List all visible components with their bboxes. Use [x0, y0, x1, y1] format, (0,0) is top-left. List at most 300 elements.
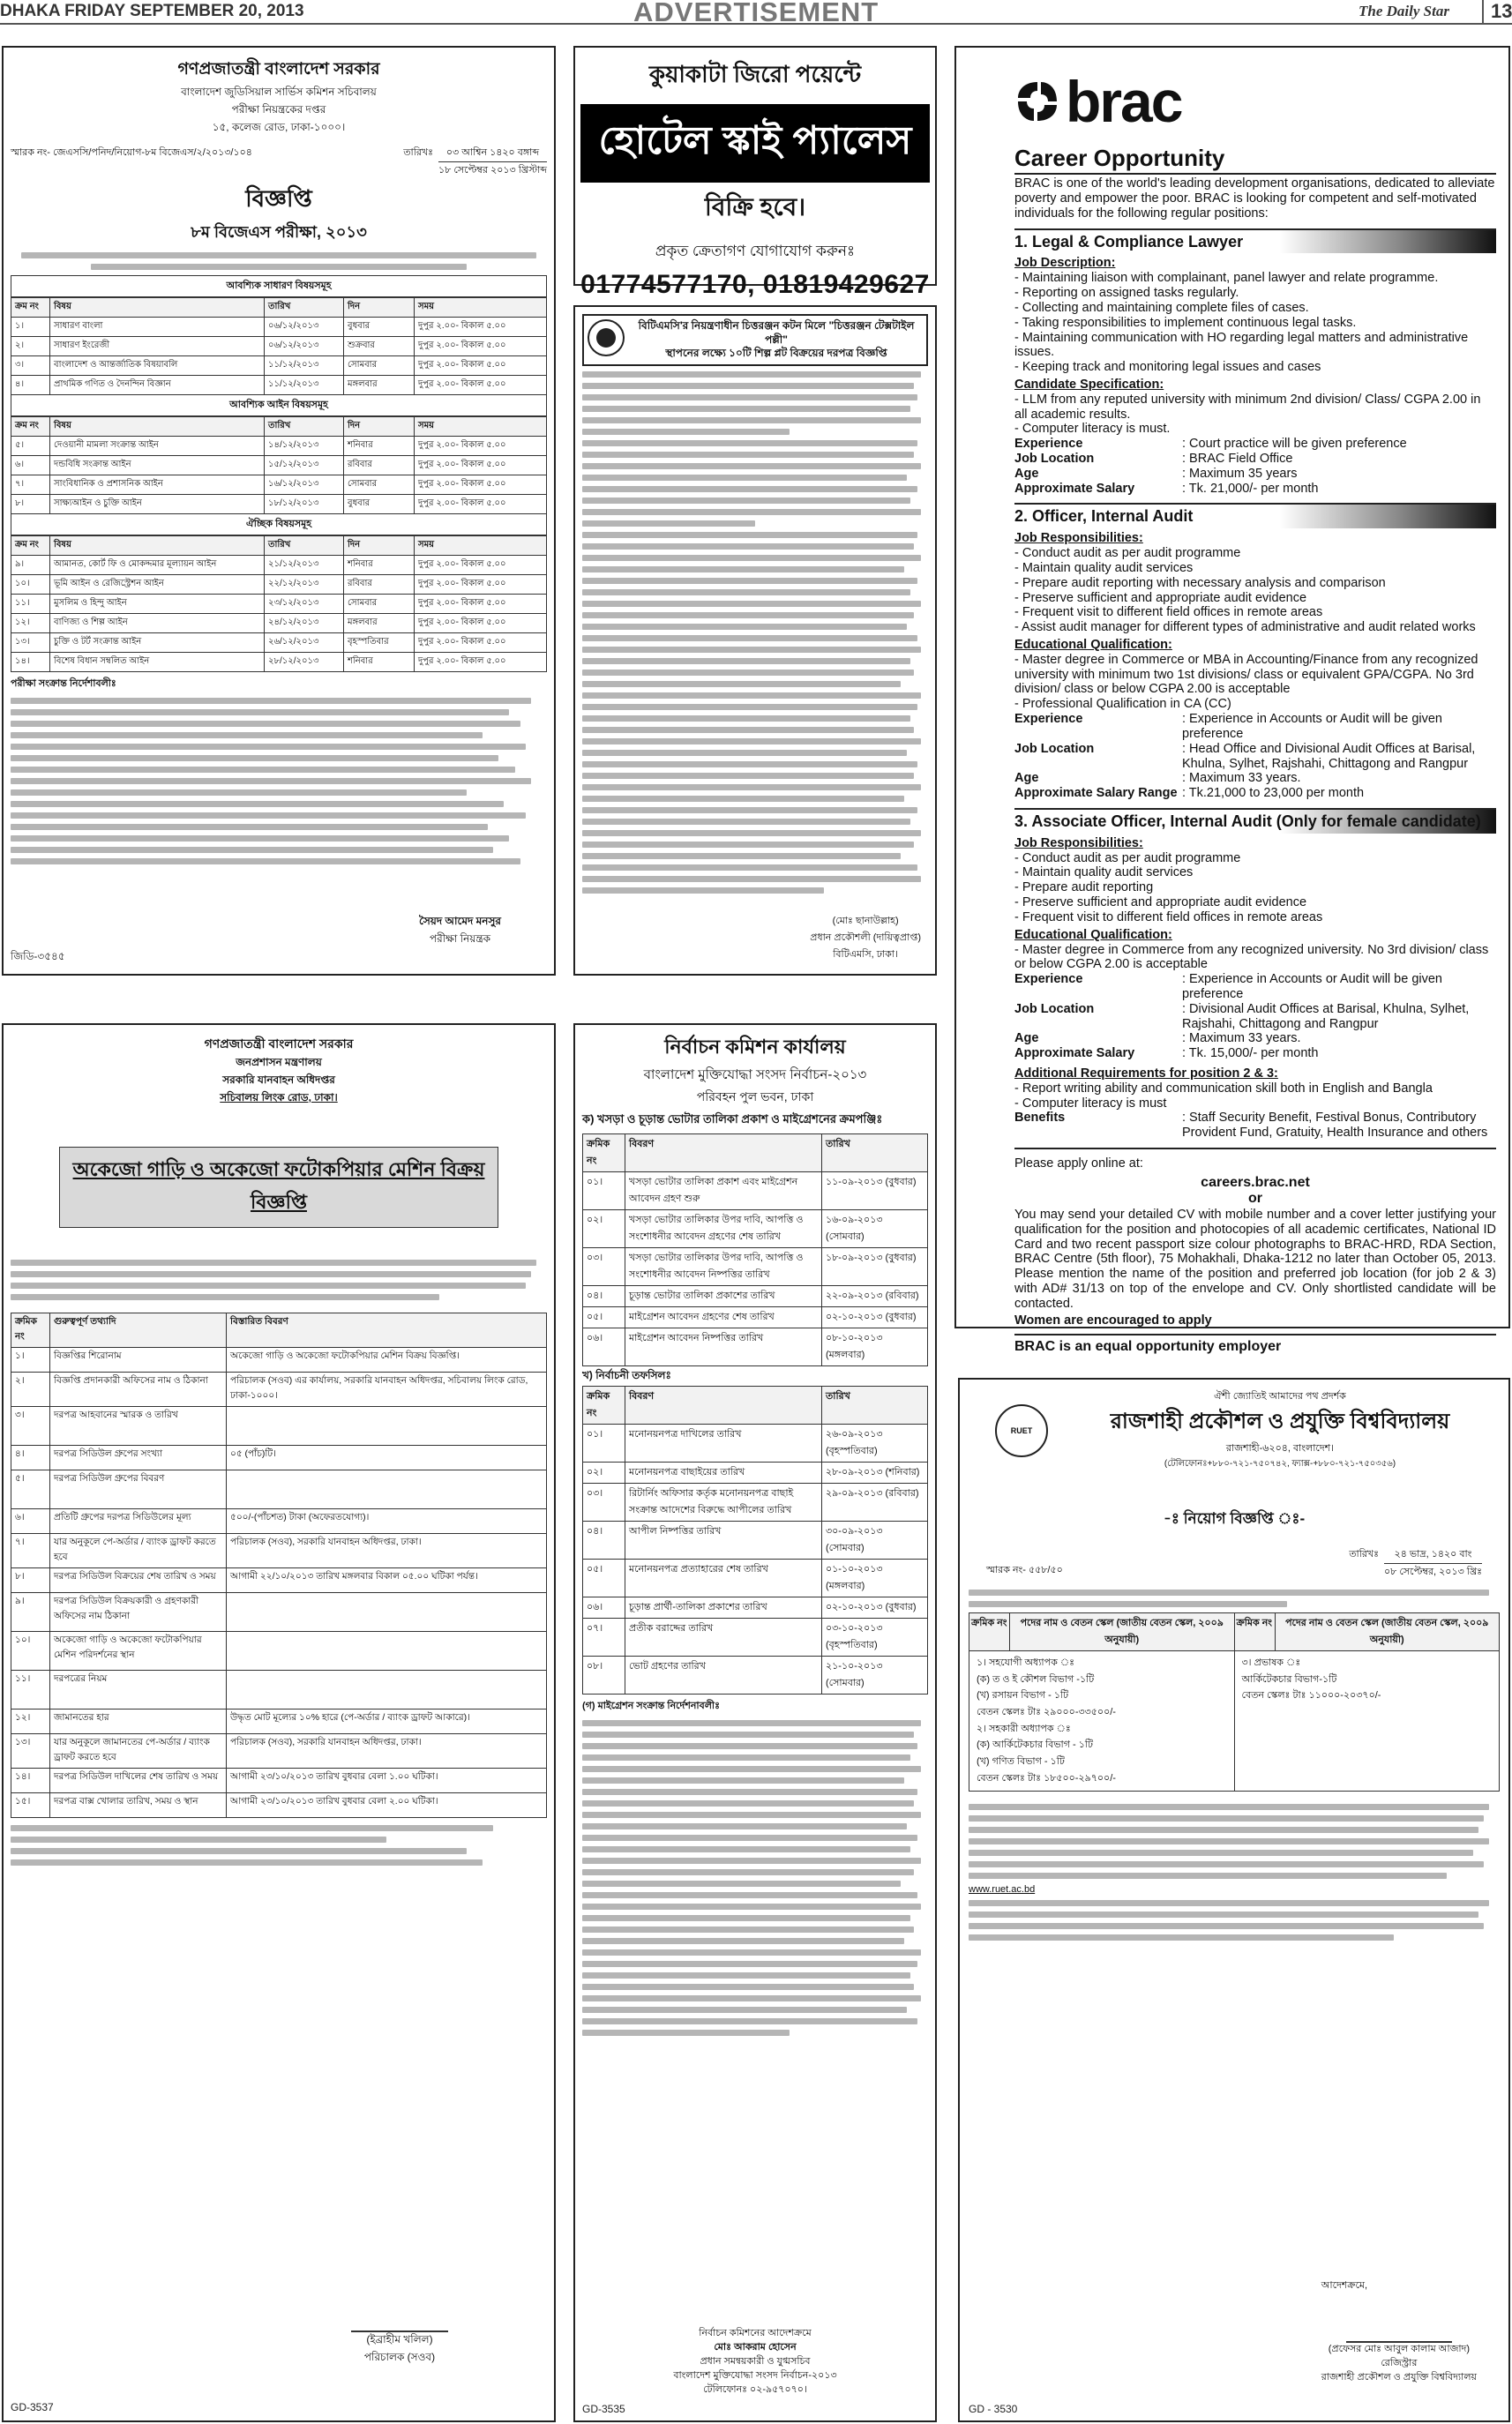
table-cell: আগামী ২২/১০/২০১৩ তারিখ মঙ্গলবার বিকাল ০৫.০০ ঘটিকা পর্যন্ত।	[227, 1568, 547, 1593]
table-cell: বৃহস্পতিবার	[344, 633, 415, 653]
table-cell: ৭।	[11, 475, 50, 495]
sign-order: নির্বাচন কমিশনের আদেশক্রমে	[699, 2328, 812, 2339]
signer-name: সৈয়দ আমেদ মনসুর	[419, 915, 501, 927]
signer-phone: টেলিফোনঃ ০২-৯৫৭০৭০।	[703, 2384, 807, 2396]
table-row	[11, 1373, 547, 1407]
position-item: বেতন স্কেলঃ টাঃ ১৮৫০০-২৯৭০০/-	[977, 1772, 1116, 1784]
position-item: আর্কিটেকচার বিভাগ-১টি	[1241, 1673, 1337, 1685]
table-cell: রবিবার	[344, 575, 415, 595]
ad-address: ১৫, কলেজ রোড, ঢাকা-১০০০।	[212, 121, 346, 133]
table-cell: শুক্রবার	[344, 337, 415, 356]
col-serial: ক্রমিক নং	[11, 1313, 50, 1348]
ec-subtitle: বাংলাদেশ মুক্তিযোদ্ধা সংসদ নির্বাচন-২০১৩	[643, 1067, 867, 1082]
table-cell: বিজ্ঞপ্তি প্রদানকারী অফিসের নাম ও ঠিকানা	[50, 1373, 227, 1407]
table-cell: ৩।	[11, 1407, 50, 1446]
table-cell: আপীল নিষ্পত্তির তারিখ	[625, 1522, 822, 1560]
table-cell: ০৩-১০-২০১৩ (বৃহস্পতিবার)	[822, 1619, 928, 1657]
ad-subheader: সরকারি যানবাহন অধিদপ্তর	[222, 1074, 335, 1086]
table-row	[11, 1769, 547, 1793]
table-cell: ০২।	[583, 1210, 625, 1248]
table-cell: ৪।	[11, 1446, 50, 1470]
table-cell: সোমবার	[344, 356, 415, 376]
job-detail-row	[1014, 786, 1496, 801]
qualification-item: - Master degree in Commerce from any recognized university. No 3rd division/ class or below CGPA 2.00 is acceptable	[1014, 942, 1489, 972]
table-cell: সোমবার	[344, 475, 415, 495]
table-cell: ১৪।	[11, 1769, 50, 1793]
women-encouraged: Women are encouraged to apply	[1014, 1313, 1212, 1328]
date-bengali: ২৪ ভাদ্র, ১৪২০ বাং	[1384, 1546, 1482, 1564]
qualification-item: - Master degree in Commerce or MBA in Accounting/Finance from any recognized university with minimum two 1st divisions/ class or equivalent GPA/CGPA. No 3rd division/ class or below CGPA 2.00 is acceptable	[1014, 652, 1478, 697]
section-k-title: ক) খসড়া ও চূড়ান্ত ভোটার তালিকা প্রকাশ ও মাইগ্রেশনের ক্রমপঞ্জিঃ	[582, 1112, 883, 1126]
table-cell: ১১।	[11, 595, 50, 614]
table-cell: ১১/১২/২০১৩	[265, 356, 344, 376]
table-cell: ২৪/১২/২০১৩	[265, 614, 344, 633]
table-cell: ১৬/১২/২০১৩	[265, 475, 344, 495]
job-description-item: - Reporting on assigned tasks regularly.	[1014, 286, 1239, 301]
job-detail-row	[1014, 467, 1496, 482]
signer-title: রেজিস্ট্রার	[1381, 2358, 1418, 2369]
auction-title: অকেজো গাড়ি ও অকেজো ফটোকপিয়ার মেশিন বিক্রয় বিজ্ঞপ্তি	[59, 1147, 499, 1228]
table-row	[583, 1657, 928, 1695]
table-cell: ২২-০৯-২০১৩ (রবিবার)	[822, 1286, 928, 1307]
table-cell: ১৮-০৯-২০১৩ (বুধবার)	[822, 1248, 928, 1286]
ad-bjs-exam-notice	[2, 46, 556, 976]
signer-name: (মোঃ ছানাউল্লাহ)	[832, 916, 899, 926]
brac-logo-icon	[1014, 79, 1060, 124]
table-cell: ২।	[11, 1373, 50, 1407]
table-row	[583, 1307, 928, 1328]
job-detail-key: Experience	[1014, 972, 1083, 987]
signer-title: পরিচালক (সওব)	[363, 2351, 436, 2363]
intro-text: BRAC is one of the world's leading development organisations, dedicated to alleviate poverty and empower the poor. BRAC is looking for competent and self-motivated individuals for the following regular positions:	[1014, 173, 1496, 221]
table-cell: দুপুর ২.০০- বিকাল ৫.০০	[415, 556, 547, 575]
table-cell: দুপুর ২.০০- বিকাল ৫.০০	[415, 318, 547, 337]
table-row	[11, 456, 547, 475]
table-cell: শনিবার	[344, 437, 415, 456]
table-cell: ০৫।	[583, 1307, 625, 1328]
table-row	[11, 1671, 547, 1710]
signer-name: মোঃ আকরাম হোসেন	[714, 2342, 797, 2353]
table-row	[11, 1509, 547, 1534]
table-row	[583, 1484, 928, 1522]
table-cell: দরপত্র সিডিউল দাখিলের শেষ তারিখ ও সময়	[50, 1769, 227, 1793]
tender-title: বিটিএমসি'র নিয়ন্ত্রণাধীন চিত্তরঞ্জন কটন মিলে "চিত্তরঞ্জন টেক্সটাইল পল্লী"	[638, 319, 915, 346]
table-row	[11, 356, 547, 376]
exam-name: ৮ম বিজেএস পরীক্ষা, ২০১৩	[191, 223, 367, 241]
section-g-title: (গ) মাইগ্রেশন সংক্রান্ত নির্দেশনাবলীঃ	[582, 1701, 720, 1711]
voter-list-schedule-table: ক্রমিক নং বিবরণ তারিখ ০১। খসড়া ভোটার তালিকা প্রকাশ এবং মাইগ্রেশন আবেদন গ্রহণ শুরু ১১-০৯-২০১৩ (বুধবার) ০২। খসড়া ভোটার তালিকার উপর দাবি, আপত্তি ও সংশোধনীর আবেদন গ্রহণের শেষ তারিখ ১৬-০৯-২০১৩ (সোমবার) ০৩। খসড়া ভোটার তালিকার উপর দাবি, আপত্তি ও সংশোধনীর আবেদন নিষ্পত্তির তারিখ ১৮-০৯-২০১৩ (বুধবার) ০৪। চূড়ান্ত ভোটার তালিকা প্রকাশের তারিখ ২২-০৯-২০১৩ (রবিবার) ০৫। মাইগ্রেশন আবেদন গ্রহণের শেষ তারিখ ০২-১০-২০১৩ (বুধবার) ০৬। মাইগ্রেশন আবেদন নিষ্পত্তির তারিখ ০৮-১০-২০১৩ (মঙ্গলবার)	[582, 1133, 928, 1366]
table-cell: ৯।	[11, 1593, 50, 1632]
table-cell: মঙ্গলবার	[344, 614, 415, 633]
masthead	[0, 0, 1512, 25]
table-cell: দুপুর ২.০০- বিকাল ৫.০০	[415, 456, 547, 475]
brac-logo-text: brac	[1066, 69, 1182, 134]
table-cell: ১২।	[11, 1710, 50, 1734]
table-cell: দুপুর ২.০০- বিকাল ৫.০০	[415, 376, 547, 395]
table-cell: ১২।	[11, 614, 50, 633]
newspaper-logo: The Daily Star	[1359, 3, 1449, 19]
ad-subheader: জনপ্রশাসন মন্ত্রণালয়	[236, 1056, 322, 1068]
table-cell: চূড়ান্ত ভোটার তালিকা প্রকাশের তারিখ	[625, 1286, 822, 1307]
table-row	[11, 437, 547, 456]
job-detail-row	[1014, 482, 1496, 497]
table-row	[11, 1446, 547, 1470]
issue-date: DHAKA FRIDAY SEPTEMBER 20, 2013	[0, 2, 304, 20]
job-detail-key: Age	[1014, 771, 1039, 786]
table-cell: ২।	[11, 337, 50, 356]
table-row	[583, 1619, 928, 1657]
sale-text: বিক্রি হবে।	[704, 193, 806, 221]
date-label: তারিখঃ	[1349, 1549, 1379, 1560]
position-item: (ক) ত ও ই কৌশল বিভাগ -১টি	[977, 1673, 1095, 1685]
table-cell: ১।	[11, 318, 50, 337]
signer-org: রাজশাহী প্রকৌশল ও প্রযুক্তি বিশ্ববিদ্যালয়	[1321, 2372, 1477, 2383]
table-cell: দুপুর ২.০০- বিকাল ৫.০০	[415, 653, 547, 672]
table-cell: ১১-০৯-২০১৩ (বুধবার)	[822, 1172, 928, 1210]
table-row	[11, 1407, 547, 1446]
ad-btmc-tender	[573, 305, 937, 976]
job-description-item: - Preserve sufficient and appropriate audit evidence	[1014, 590, 1307, 605]
table-cell: ০৭।	[583, 1619, 625, 1657]
job-detail-value: : Experience in Accounts or Audit will be given preference	[1182, 712, 1442, 741]
table-header: ক্রম নং	[11, 298, 50, 318]
table-row	[583, 1172, 928, 1210]
table-cell: প্রাথমিক গণিত ও দৈনন্দিন বিজ্ঞান	[50, 376, 265, 395]
date-label: তারিখঃ	[403, 147, 434, 158]
table-cell: ০৮।	[583, 1657, 625, 1695]
position-title: 1. Legal & Compliance Lawyer	[1014, 228, 1496, 254]
job-detail-value: : Maximum 33 years.	[1182, 1031, 1301, 1046]
ad-hotel-sale	[573, 46, 937, 299]
table-cell: ৪।	[11, 376, 50, 395]
table-cell: বিশেষ বিধান সম্বলিত আইন	[50, 653, 265, 672]
table-cell: খসড়া ভোটার তালিকা প্রকাশ এবং মাইগ্রেশন আবেদন গ্রহণ শুরু	[625, 1172, 822, 1210]
position-item: ৩। প্রভাষক ঃ	[1241, 1657, 1301, 1668]
table-cell: দরপত্র সিডিউল বিক্রয়কারী ও গ্রহণকারী অফিসের নাম ঠিকানা	[50, 1593, 227, 1632]
equal-opportunity: BRAC is an equal opportunity employer	[1014, 1334, 1496, 1356]
career-heading: Career Opportunity	[1014, 145, 1225, 171]
phone-numbers: 01774577170, 01819429627	[580, 270, 930, 299]
ec-title: নির্বাচন কমিশন কার্যালয়	[664, 1036, 846, 1058]
table-cell: ১৪/১২/২০১৩	[265, 437, 344, 456]
exam-schedule-table-law	[11, 416, 547, 514]
table-header: তারিখ	[265, 536, 344, 556]
job-detail-row	[1014, 771, 1496, 786]
table-cell: সোমবার	[344, 595, 415, 614]
table-cell: ০৩।	[583, 1484, 625, 1522]
ad-address: সচিবালয় লিংক রোড, ঢাকা।	[220, 1091, 338, 1104]
instructions-body	[11, 698, 547, 864]
table-cell: বুধবার	[344, 318, 415, 337]
table-cell: ৬।	[11, 1509, 50, 1534]
table-cell: ০৬/১২/২০১৩	[265, 337, 344, 356]
job-detail-value: : Maximum 33 years.	[1182, 771, 1301, 786]
job-detail-value: : Tk.21,000 to 23,000 per month	[1182, 786, 1365, 801]
table-row	[11, 1734, 547, 1769]
table-row	[11, 1534, 547, 1568]
apply-url-link[interactable]: careers.brac.net	[1201, 1174, 1310, 1190]
job-detail-row	[1014, 452, 1496, 467]
job-detail-value: : Maximum 35 years	[1182, 466, 1298, 481]
table-cell: ১৮/১২/২০১৩	[265, 495, 344, 514]
table-cell: সাক্ষ্যআইন ও চুক্তি আইন	[50, 495, 265, 514]
table-cell: দুপুর ২.০০- বিকাল ৫.০০	[415, 575, 547, 595]
table-cell: ০৬।	[583, 1597, 625, 1619]
table-cell: ২১-১০-২০১৩ (সোমবার)	[822, 1657, 928, 1695]
table-cell: চূড়ান্ত প্রার্থী-তালিকা প্রকাশের তারিখ	[625, 1597, 822, 1619]
ruet-title: রাজশাহী প্রকৌশল ও প্রযুক্তি বিশ্ববিদ্যালয়	[1110, 1410, 1450, 1433]
table-cell: সাংবিধানিক ও প্রশাসনিক আইন	[50, 475, 265, 495]
table-cell: যার অনুকূলে পে-অর্ডার / ব্যাংক ড্রাফট করতে হবে	[50, 1534, 227, 1568]
table-cell: মাইগ্রেশন আবেদন নিষ্পত্তির তারিখ	[625, 1328, 822, 1366]
table-cell: যার অনুকূলে জামানতের পে-অর্ডার / ব্যাংক ড্রাফট করতে হবে	[50, 1734, 227, 1769]
table-row	[11, 495, 547, 514]
table-row	[583, 1560, 928, 1597]
table-row	[583, 1286, 928, 1307]
table-header: সময়	[415, 417, 547, 437]
table-cell: পরিচালক (সওব), সরকারি যানবাহন অধিদপ্তর, ঢাকা।	[227, 1534, 547, 1568]
job-description-item: - Maintaining liaison with complainant, panel lawyer and relate programme.	[1014, 271, 1439, 286]
table-row	[583, 1210, 928, 1248]
table-cell: মনোনয়নপত্র প্রত্যাহারের শেষ তারিখ	[625, 1560, 822, 1597]
table-cell: ২৮-০৯-২০১৩ (শনিবার)	[822, 1463, 928, 1484]
table-cell: মুসলিম ও হিন্দু আইন	[50, 595, 265, 614]
tender-subtitle: স্থাপনের লক্ষ্যে ১০টি শিল্প প্লট বিক্রয়ের দরপত্র বিজ্ঞপ্তি	[665, 347, 887, 360]
position-item: ২। সহকারী অধ্যাপক ঃ	[977, 1723, 1071, 1734]
job-detail-value: : Tk. 15,000/- per month	[1182, 1046, 1319, 1061]
job-detail-row	[1014, 742, 1496, 772]
table-cell: অকেজো গাড়ি ও অকেজো ফটোকপিয়ার মেশিন পরিদর্শনের স্থান	[50, 1632, 227, 1671]
table-cell: ০৪।	[583, 1522, 625, 1560]
table-cell: ভোট গ্রহণের তারিখ	[625, 1657, 822, 1695]
table-row	[11, 337, 547, 356]
qualification-label: Candidate Specification:	[1014, 377, 1164, 392]
job-description-item: - Prepare audit reporting with necessary analysis and comparison	[1014, 575, 1386, 590]
job-detail-key: Experience	[1014, 437, 1083, 452]
ruet-website-link[interactable]: www.ruet.ac.bd	[969, 1883, 1036, 1895]
table-cell: আমানত, কোর্ট ফি ও মোকদ্দমার মূল্যায়ন আইন	[50, 556, 265, 575]
benefits-row: Benefits : Staff Security Benefit, Festival Bonus, Contributory Provident Fund, Gratuity, Health Insurance and others	[1014, 1111, 1488, 1141]
table-cell: ৯।	[11, 556, 50, 575]
job-detail-value: : Head Office and Divisional Audit Offices at Barisal, Khulna, Sylhet, Rajshahi, Chittagong and Rangpur	[1182, 741, 1476, 771]
table-cell: পরিচালক (সওব) এর কার্যালয়, সরকারি যানবাহন অধিদপ্তর, সচিবালয় লিংক রোড, ঢাকা-১০০০।	[227, 1373, 547, 1407]
table-cell: ১১/১২/২০১৩	[265, 376, 344, 395]
table-row	[11, 1348, 547, 1373]
table-row	[11, 1470, 547, 1509]
election-schedule-table: ক্রমিক নং বিবরণ তারিখ ০১। মনোনয়নপত্র দাখিলের তারিখ ২৬-০৯-২০১৩ (বৃহস্পতিবার) ০২। মনোনয়নপত্র বাছাইয়ের তারিখ ২৮-০৯-২০১৩ (শনিবার) ০৩। রিটার্নিং অফিসার কর্তৃক মনোনয়নপত্র বাছাই সংক্রান্ত আদেশের বিরুদ্ধে আপীলের তারিখ ২৯-০৯-২০১৩ (রবিবার) ০৪। আপীল নিষ্পত্তির তারিখ ৩০-০৯-২০১৩ (সোমবার) ০৫। মনোনয়নপত্র প্রত্যাহারের শেষ তারিখ ০১-১০-২০১৩ (মঙ্গলবার) ০৬। চূড়ান্ত প্রার্থী-তালিকা প্রকাশের তারিখ ০২-১০-২০১৩ (বুধবার) ০৭। প্রতীক বরাদ্দের তারিখ ০৩-১০-২০১৩ (বৃহস্পতিবার) ০৮। ভোট গ্রহণের তারিখ ২১-১০-২০১৩ (সোমবার)	[582, 1386, 928, 1695]
table-cell	[227, 1671, 547, 1710]
table-cell: ০২।	[583, 1463, 625, 1484]
table-row	[11, 595, 547, 614]
table-cell: ১৬-০৯-২০১৩ (সোমবার)	[822, 1210, 928, 1248]
signer-title: পরীক্ষা নিয়ন্ত্রক	[429, 932, 491, 945]
table-cell: ৮।	[11, 1568, 50, 1593]
table-header: সময়	[415, 298, 547, 318]
ad-brac-career	[954, 46, 1510, 1354]
tender-body	[582, 371, 928, 894]
date-english: ১৮ সেপ্টেম্বর ২০১৩ খ্রিস্টাব্দ	[438, 165, 547, 176]
ad-code: GD-3537	[11, 2401, 54, 2413]
job-detail-key: Job Location	[1014, 452, 1095, 467]
signature-mark	[1346, 2302, 1452, 2343]
ad-vehicle-auction	[2, 1023, 556, 2422]
ec-address: পরিবহন পুল ভবন, ঢাকা	[696, 1089, 814, 1104]
table-cell: শনিবার	[344, 653, 415, 672]
table-header: বিষয়	[50, 298, 265, 318]
table-cell: ৬।	[11, 456, 50, 475]
table-cell: উদ্ধৃত মোট মূল্যের ১০% হারে (পে-অর্ডার / ব্যাংক ড্রাফট আকারে)।	[227, 1710, 547, 1734]
ad-subheader: বাংলাদেশ জুডিসিয়াল সার্ভিস কমিশন সচিবালয়	[181, 86, 377, 98]
table-row	[583, 1522, 928, 1560]
table-cell: সাধারণ ইংরেজী	[50, 337, 265, 356]
table-cell: ১৩।	[11, 1734, 50, 1769]
memo-number: স্মারক নং- ৫৫৮/৫০	[986, 1565, 1063, 1575]
job-detail-row	[1014, 972, 1496, 1002]
table-cell: দুপুর ২.০০- বিকাল ৫.০০	[415, 437, 547, 456]
table-cell: ২৬-০৯-২০১৩ (বৃহস্পতিবার)	[822, 1425, 928, 1463]
table-cell: সাধারণ বাংলা	[50, 318, 265, 337]
table-row	[11, 475, 547, 495]
ruet-emblem-icon: RUET	[995, 1404, 1048, 1457]
table-row	[11, 1710, 547, 1734]
table-cell: দন্ডবিধি সংক্রান্ত আইন	[50, 456, 265, 475]
table-cell	[227, 1632, 547, 1671]
table-cell: দরপত্র আহবানের স্মারক ও তারিখ	[50, 1407, 227, 1446]
job-detail-value: : BRAC Field Office	[1182, 452, 1293, 467]
table-cell: ০৫ (পাঁচ)টি।	[227, 1446, 547, 1470]
table-cell: দরপত্র সিডিউল বিক্রয়ের শেষ তারিখ ও সময়	[50, 1568, 227, 1593]
btmc-emblem-icon	[588, 319, 625, 356]
table-cell: চুক্তি ও টর্ট সংক্রান্ত আইন	[50, 633, 265, 653]
col-info: গুরুত্বপূর্ণ তথ্যাদি	[50, 1313, 227, 1348]
table-cell: আগামী ২৩/১০/২০১৩ তারিখ বুধবার বেলা ২.০০ ঘটিকা।	[227, 1793, 547, 1818]
table-cell: ১১।	[11, 1671, 50, 1710]
table-cell: বুধবার	[344, 495, 415, 514]
job-detail-row	[1014, 1002, 1496, 1032]
qualification-label: Educational Qualification:	[1014, 638, 1172, 653]
table-cell: ৫০০/-(পাঁচশত) টাকা (অফেরতযোগ্য)।	[227, 1509, 547, 1534]
job-description-item: - Conduct audit as per audit programme	[1014, 850, 1241, 865]
positions-table: ক্রমিক নং পদের নাম ও বেতন স্কেল (জাতীয় বেতন স্কেল, ২০০৯ অনুযায়ী) ১। সহযোগী অধ্যাপক ঃ (ক) ত ও ই কৌশল বিভাগ -১টি (খ) রসায়ন বিভাগ - ১টি বেতন স্কেলঃ টাঃ ২৯০০০-৩৩৫০০/- ২। সহকারী অধ্যাপক ঃ (ক) আর্কিটেকচার বিভাগ - ১টি (খ) গণিত বিভাগ - ১টি বেতন স্কেলঃ টাঃ ১৮৫০০-২৯৭০০/- ক্রমিক নং পদের নাম ও বেতন স্কেল (জাতীয় বেতন স্কেল, ২০০৯ অনুযায়ী) ৩। প্রভাষক ঃ আর্কিটেকচার বিভাগ-১টি বেতন স্কেলঃ টাঃ ১১০০০-২০৩৭০/-	[969, 1612, 1500, 1792]
section-kh-title: খ) নির্বাচনী তফসিলঃ	[582, 1369, 671, 1381]
section-title: ADVERTISEMENT	[633, 0, 880, 27]
table-cell: ০৬/১২/২০১৩	[265, 318, 344, 337]
table-cell: ৮।	[11, 495, 50, 514]
table-row	[583, 1328, 928, 1366]
table-cell: ০৩।	[583, 1248, 625, 1286]
table-cell	[227, 1407, 547, 1446]
apply-label: Please apply online at:	[1014, 1148, 1496, 1171]
ad-subheader: পরীক্ষা নিয়ন্ত্রকের দপ্তর	[231, 103, 326, 116]
table-header: ক্রম নং	[11, 536, 50, 556]
ad-code: জিডি-৩৫৪৫	[11, 950, 65, 962]
table-cell: প্রতিটি গ্রুপের দরপত্র সিডিউলের মূল্য	[50, 1509, 227, 1534]
table-row	[11, 653, 547, 672]
auction-footnotes	[11, 1825, 547, 1866]
table-row	[11, 318, 547, 337]
table-row	[11, 1793, 547, 1818]
ruet-instructions-2	[969, 1900, 1500, 1941]
job-description-item: - Assist audit manager for different types of administrative and audit related works	[1014, 620, 1476, 635]
qualification-item: - Professional Qualification in CA (CC)	[1014, 697, 1231, 712]
table-cell: ০৫।	[583, 1560, 625, 1597]
table-cell: রিটার্নিং অফিসার কর্তৃক মনোনয়নপত্র বাছাই সংক্রান্ত আদেশের বিরুদ্ধে আপীলের তারিখ	[625, 1484, 822, 1522]
date-bengali: ০৩ আশ্বিন ১৪২০ বঙ্গাব্দ	[438, 145, 547, 162]
ad-code: GD-3535	[582, 2403, 625, 2415]
position-item: ১। সহযোগী অধ্যাপক ঃ	[977, 1657, 1074, 1668]
table-cell: বাংলাদেশ ও আন্তর্জাতিক বিষয়াবলি	[50, 356, 265, 376]
table-cell: জামানতের হার	[50, 1710, 227, 1734]
table-cell: ২৬/১২/২০১৩	[265, 633, 344, 653]
table-row	[583, 1597, 928, 1619]
position-item: বেতন স্কেলঃ টাঃ ১১০০০-২০৩৭০/-	[1241, 1690, 1381, 1702]
ad-ruet-recruitment	[958, 1378, 1510, 2422]
ad-code: GD - 3530	[969, 2403, 1018, 2415]
table-header: বিষয়	[50, 417, 265, 437]
table-cell: দুপুর ২.০০- বিকাল ৫.০০	[415, 614, 547, 633]
table-row	[11, 614, 547, 633]
ruet-contact: (টেলিফোনঃ+৮৮০-৭২১-৭৫০৭৪২, ফ্যাক্স-+৮৮০-৭২১-৭৫০৩৫৬)	[1164, 1459, 1396, 1469]
cv-instructions: You may send your detailed CV with mobile number and a cover letter justifying your qualification for the position and photocopies of all academic certificates, National ID Card and two recent passport size colour photographs to BRAC-HRD, RDA Section, BRAC Centre (5th floor), 75 Mohakhali, Dhaka-1212 no later than October 05, 2013. Please mention the name of the position and preferred job location (for job 2 & 3) with AD# 31/13 on top of the envelope and CV. Only shortlisted candidate will be contacted.	[1014, 1208, 1496, 1311]
position-item: (ক) আর্কিটেকচার বিভাগ - ১টি	[977, 1739, 1094, 1751]
job-description-item: - Preserve sufficient and appropriate audit evidence	[1014, 895, 1307, 910]
signer-name: (প্রফেসর মোঃ আবুল কালাম আজাদ)	[1328, 2344, 1471, 2355]
table-cell: প্রতীক বরাদ্দের তারিখ	[625, 1619, 822, 1657]
table-row	[11, 556, 547, 575]
table-cell: ০৮-১০-২০১৩ (মঙ্গলবার)	[822, 1328, 928, 1366]
table-cell: ০২-১০-২০১৩ (বুধবার)	[822, 1597, 928, 1619]
job-detail-row	[1014, 1031, 1496, 1046]
auction-intro	[11, 1260, 547, 1300]
migration-instructions	[582, 1720, 928, 2036]
exam-schedule-table-optional	[11, 535, 547, 672]
job-detail-key: Age	[1014, 466, 1039, 481]
job-detail-value: : Tk. 21,000/- per month	[1182, 481, 1319, 496]
job-detail-key: Job Location	[1014, 741, 1095, 756]
table-cell: ৫।	[11, 437, 50, 456]
table-cell: ০১-১০-২০১৩ (মঙ্গলবার)	[822, 1560, 928, 1597]
table-cell: ৩।	[11, 356, 50, 376]
table-section-title: আবশ্যিক আইন বিষয়সমূহ	[11, 395, 547, 416]
table-cell: মাইগ্রেশন আবেদন গ্রহণের শেষ তারিখ	[625, 1307, 822, 1328]
ruet-intro	[969, 1590, 1500, 1607]
notice-title: বিজ্ঞপ্তি	[245, 185, 312, 212]
signer-org: বিটিএমসি, ঢাকা।	[833, 949, 898, 960]
signer-org: বাংলাদেশ মুক্তিযোদ্ধা সংসদ নির্বাচন-২০১৩	[673, 2370, 837, 2382]
table-cell: ১০।	[11, 575, 50, 595]
table-row	[11, 376, 547, 395]
signer-title: প্রধান সমন্বয়কারী ও যুগ্মসচিব	[700, 2356, 811, 2368]
job-description-item: - Maintaining communication with HO regarding legal matters and administrative issues.	[1014, 330, 1469, 360]
job-detail-key: Job Location	[1014, 1001, 1095, 1016]
table-header: দিন	[344, 536, 415, 556]
job-detail-row	[1014, 437, 1496, 452]
table-row	[11, 1593, 547, 1632]
exam-schedule-table-general	[11, 297, 547, 395]
table-cell: ০১।	[583, 1425, 625, 1463]
table-cell: ১৪।	[11, 653, 50, 672]
table-cell: খসড়া ভোটার তালিকার উপর দাবি, আপত্তি ও সংশোধনীর আবেদন নিষ্পত্তির তারিখ	[625, 1248, 822, 1286]
job-description-item: - Taking responsibilities to implement continuous legal tasks.	[1014, 315, 1357, 330]
job-description-item: - Maintain quality audit services	[1014, 560, 1194, 575]
job-description-item: - Prepare audit reporting	[1014, 880, 1154, 895]
table-cell: ১৫/১২/২০১৩	[265, 456, 344, 475]
table-row	[583, 1425, 928, 1463]
job-detail-key: Age	[1014, 1031, 1039, 1046]
table-cell: খসড়া ভোটার তালিকার উপর দাবি, আপত্তি ও সংশোধনীর আবেদন গ্রহণের শেষ তারিখ	[625, 1210, 822, 1248]
table-cell: বাণিজ্য ও শিল্প আইন	[50, 614, 265, 633]
contact-label: প্রকৃত ক্রেতাগণ যোগাযোগ করুনঃ	[655, 243, 856, 259]
